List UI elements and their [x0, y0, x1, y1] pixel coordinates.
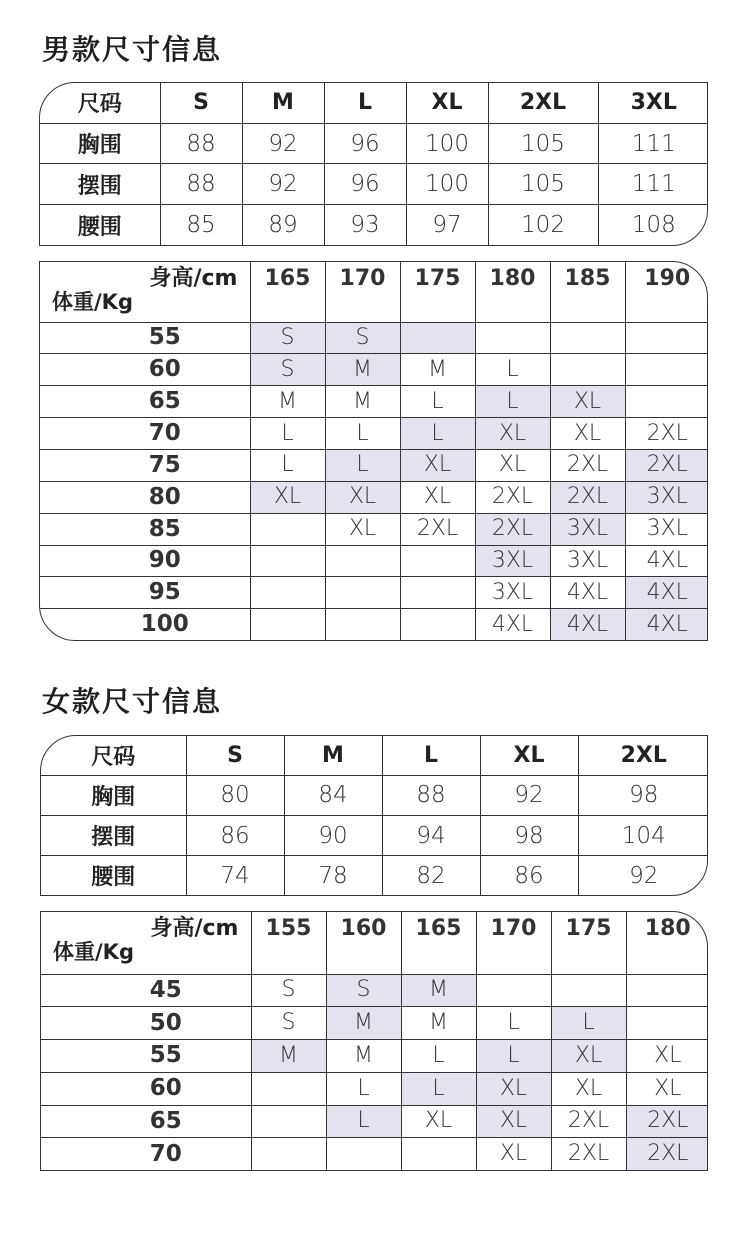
size-cell: M [325, 354, 400, 386]
height-axis-label: 身高/cm [150, 916, 239, 941]
height-header: 180 [626, 912, 708, 974]
size-cell: M [251, 1040, 326, 1073]
size-cell: S [326, 974, 401, 1007]
size-cell: 3XL [475, 545, 550, 577]
weight-label: 80 [40, 481, 250, 513]
measure-value: 74 [186, 856, 284, 895]
size-cell: L [475, 354, 550, 386]
matrix-row [40, 609, 708, 640]
matrix-row [40, 513, 708, 545]
measure-value: 100 [406, 123, 488, 164]
size-cell [625, 354, 708, 386]
weight-label: 45 [41, 974, 251, 1007]
size-cell: XL [401, 1105, 476, 1138]
measure-value: 92 [578, 856, 708, 895]
measure-label: 胸围 [40, 123, 160, 164]
size-cell: L [551, 1007, 626, 1040]
size-header-cell: S [186, 736, 284, 775]
size-header-cell: S [160, 83, 242, 123]
size-cell: 3XL [475, 577, 550, 609]
height-header: 185 [550, 262, 625, 322]
size-cell [326, 1138, 401, 1170]
size-cell: 2XL [625, 449, 708, 481]
size-cell: XL [476, 1105, 551, 1138]
measure-value: 102 [488, 205, 598, 245]
women-size-table [40, 735, 708, 896]
height-axis-label: 身高/cm [149, 266, 238, 291]
women-section-title: 女款尺寸信息 [42, 685, 223, 718]
size-cell: L [400, 386, 475, 418]
measure-value: 94 [382, 815, 480, 855]
weight-label: 55 [40, 322, 250, 354]
size-cell: XL [325, 481, 400, 513]
size-cell: M [401, 974, 476, 1007]
size-cell [401, 1138, 476, 1170]
matrix-row [40, 354, 708, 386]
weight-label: 95 [40, 577, 250, 609]
size-cell: 3XL [625, 513, 708, 545]
size-cell: 4XL [550, 577, 625, 609]
size-cell: M [326, 1040, 401, 1073]
size-cell: L [401, 1040, 476, 1073]
weight-label: 55 [41, 1040, 251, 1073]
size-cell: 4XL [550, 609, 625, 640]
matrix-row [40, 577, 708, 609]
measure-value: 88 [382, 775, 480, 815]
size-cell: L [401, 1072, 476, 1105]
size-cell: 2XL [550, 449, 625, 481]
size-header-cell: 2XL [578, 736, 708, 775]
size-cell: M [250, 386, 325, 418]
weight-label: 90 [40, 545, 250, 577]
size-header-cell: 3XL [598, 83, 708, 123]
weight-axis-label: 体重/Kg [53, 940, 134, 964]
size-cell [400, 609, 475, 640]
size-header-cell: 2XL [488, 83, 598, 123]
weight-axis-label: 体重/Kg [52, 290, 133, 314]
height-header: 170 [476, 912, 551, 974]
size-cell [250, 577, 325, 609]
measure-value: 80 [186, 775, 284, 815]
size-cell: 2XL [626, 1138, 708, 1170]
size-cell: XL [551, 1040, 626, 1073]
height-header: 175 [551, 912, 626, 974]
weight-label: 75 [40, 449, 250, 481]
measure-value: 93 [324, 205, 406, 245]
size-cell: 2XL [626, 1105, 708, 1138]
size-cell: 3XL [625, 481, 708, 513]
size-row [41, 775, 708, 815]
measure-value: 82 [382, 856, 480, 895]
size-cell: XL [626, 1072, 708, 1105]
size-cell [250, 545, 325, 577]
size-cell [476, 974, 551, 1007]
size-cell: M [401, 1007, 476, 1040]
size-cell: 4XL [625, 545, 708, 577]
matrix-row [40, 481, 708, 513]
measure-value: 98 [578, 775, 708, 815]
measure-value: 92 [242, 123, 324, 164]
measure-value: 108 [598, 205, 708, 245]
size-cell: L [250, 418, 325, 450]
size-cell: XL [475, 449, 550, 481]
size-cell: L [325, 418, 400, 450]
size-cell: 2XL [475, 481, 550, 513]
size-cell [400, 545, 475, 577]
size-cell: XL [476, 1138, 551, 1170]
measure-value: 92 [242, 164, 324, 205]
size-cell: S [250, 322, 325, 354]
size-cell: L [325, 449, 400, 481]
height-header: 180 [475, 262, 550, 322]
matrix-row [40, 545, 708, 577]
measure-value: 104 [578, 815, 708, 855]
size-cell [325, 609, 400, 640]
matrix-row [41, 1007, 708, 1040]
size-cell: 3XL [550, 545, 625, 577]
matrix-corner [40, 262, 250, 322]
measure-value: 98 [480, 815, 578, 855]
size-cell: XL [400, 449, 475, 481]
matrix-row [40, 386, 708, 418]
size-cell: 2XL [475, 513, 550, 545]
size-cell: 4XL [475, 609, 550, 640]
size-cell [550, 322, 625, 354]
size-cell: L [475, 386, 550, 418]
size-cell: XL [250, 481, 325, 513]
measure-label: 腰围 [40, 205, 160, 245]
matrix-header-row [40, 262, 708, 322]
size-header-cell: 尺码 [41, 736, 186, 775]
measure-value: 105 [488, 123, 598, 164]
size-cell [550, 354, 625, 386]
measure-value: 88 [160, 164, 242, 205]
measure-value: 84 [284, 775, 382, 815]
size-cell: 2XL [550, 481, 625, 513]
size-cell: XL [476, 1072, 551, 1105]
size-cell: L [476, 1040, 551, 1073]
size-header-cell: XL [480, 736, 578, 775]
matrix-row [41, 1040, 708, 1073]
measure-value: 78 [284, 856, 382, 895]
weight-label: 85 [40, 513, 250, 545]
size-cell: M [325, 386, 400, 418]
size-cell: S [251, 1007, 326, 1040]
measure-value: 88 [160, 123, 242, 164]
matrix-row [41, 974, 708, 1007]
size-cell: S [250, 354, 325, 386]
weight-label: 70 [40, 418, 250, 450]
matrix-header-row [41, 912, 708, 974]
height-header: 170 [325, 262, 400, 322]
matrix-row [41, 1105, 708, 1138]
size-row [40, 164, 708, 205]
size-cell [625, 386, 708, 418]
weight-label: 60 [40, 354, 250, 386]
size-cell [325, 577, 400, 609]
size-cell: 4XL [625, 577, 708, 609]
measure-value: 96 [324, 164, 406, 205]
measure-value: 86 [186, 815, 284, 855]
size-cell: XL [475, 418, 550, 450]
measure-label: 摆围 [40, 164, 160, 205]
measure-value: 86 [480, 856, 578, 895]
matrix-row [40, 418, 708, 450]
size-cell [400, 322, 475, 354]
size-header-cell: L [324, 83, 406, 123]
weight-label: 50 [41, 1007, 251, 1040]
size-cell: 2XL [400, 513, 475, 545]
size-row [41, 815, 708, 855]
measure-label: 腰围 [41, 856, 186, 895]
size-row [40, 123, 708, 164]
measure-value: 100 [406, 164, 488, 205]
size-row [41, 856, 708, 895]
size-cell [250, 513, 325, 545]
matrix-row [40, 449, 708, 481]
measure-value: 92 [480, 775, 578, 815]
size-cell: XL [325, 513, 400, 545]
size-cell [475, 322, 550, 354]
size-header-cell: M [284, 736, 382, 775]
size-cell: L [326, 1072, 401, 1105]
weight-label: 65 [41, 1105, 251, 1138]
size-cell: 2XL [551, 1138, 626, 1170]
size-cell: L [326, 1105, 401, 1138]
measure-value: 96 [324, 123, 406, 164]
size-cell [325, 545, 400, 577]
weight-label: 65 [40, 386, 250, 418]
size-header-row [40, 83, 708, 123]
size-header-cell: XL [406, 83, 488, 123]
men-section-title: 男款尺寸信息 [42, 33, 223, 66]
size-cell: L [476, 1007, 551, 1040]
measure-value: 85 [160, 205, 242, 245]
measure-value: 90 [284, 815, 382, 855]
height-header: 165 [250, 262, 325, 322]
size-cell [400, 577, 475, 609]
size-header-cell: M [242, 83, 324, 123]
size-cell: XL [550, 418, 625, 450]
size-row [40, 205, 708, 245]
size-cell: XL [626, 1040, 708, 1073]
height-header: 155 [251, 912, 326, 974]
women-size-matrix [40, 911, 708, 1171]
size-cell [251, 1072, 326, 1105]
size-cell: 4XL [625, 609, 708, 640]
size-cell: M [400, 354, 475, 386]
size-cell: L [250, 449, 325, 481]
size-cell: M [326, 1007, 401, 1040]
size-cell [250, 609, 325, 640]
size-cell: XL [551, 1072, 626, 1105]
size-header-cell: L [382, 736, 480, 775]
size-cell: 2XL [551, 1105, 626, 1138]
size-cell: 2XL [625, 418, 708, 450]
matrix-corner [41, 912, 251, 974]
matrix-row [40, 322, 708, 354]
men-size-matrix [39, 261, 708, 641]
measure-value: 105 [488, 164, 598, 205]
weight-label: 60 [41, 1072, 251, 1105]
size-cell: 3XL [550, 513, 625, 545]
size-header-row [41, 736, 708, 775]
size-cell [626, 1007, 708, 1040]
size-cell [251, 1105, 326, 1138]
measure-value: 89 [242, 205, 324, 245]
size-cell [551, 974, 626, 1007]
size-cell: XL [550, 386, 625, 418]
weight-label: 100 [40, 609, 250, 640]
matrix-row [41, 1138, 708, 1170]
measure-value: 97 [406, 205, 488, 245]
height-header: 165 [401, 912, 476, 974]
measure-label: 摆围 [41, 815, 186, 855]
size-cell: S [251, 974, 326, 1007]
measure-value: 111 [598, 164, 708, 205]
matrix-row [41, 1072, 708, 1105]
weight-label: 70 [41, 1138, 251, 1170]
height-header: 190 [625, 262, 708, 322]
height-header: 175 [400, 262, 475, 322]
men-size-table [39, 82, 708, 246]
size-cell: XL [400, 481, 475, 513]
measure-value: 111 [598, 123, 708, 164]
size-header-cell: 尺码 [40, 83, 160, 123]
size-cell [251, 1138, 326, 1170]
measure-label: 胸围 [41, 775, 186, 815]
height-header: 160 [326, 912, 401, 974]
size-cell: L [400, 418, 475, 450]
size-cell: S [325, 322, 400, 354]
size-cell [625, 322, 708, 354]
size-cell [626, 974, 708, 1007]
